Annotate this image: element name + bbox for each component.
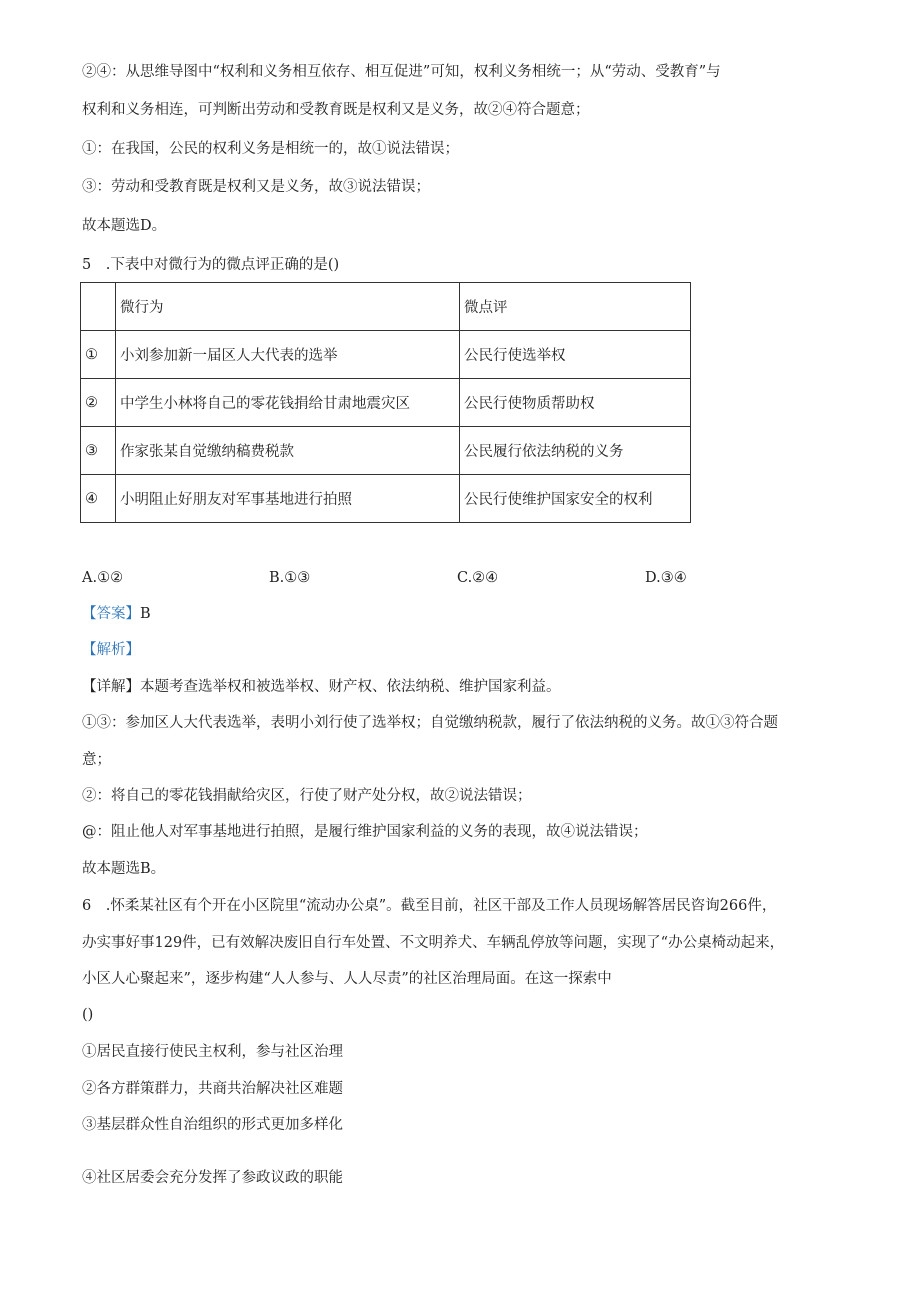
prev-answer-line-3: ①：在我国，公民的权利义务是相统一的，故①说法错误； bbox=[82, 141, 459, 157]
prev-answer-conclusion: 故本题选D。 bbox=[82, 218, 167, 234]
table-cell-behavior: 小明阻止好朋友对军事基地进行拍照 bbox=[116, 475, 460, 523]
q5-stem: 5 .下表中对微行为的微点评正确的是() bbox=[82, 257, 340, 273]
table-header-cell: 微行为 bbox=[116, 283, 460, 331]
table-row bbox=[81, 475, 691, 523]
table-cell-behavior: 作家张某自觉缴纳稿费税款 bbox=[116, 427, 460, 475]
table-row bbox=[81, 379, 691, 427]
table-cell-comment: 公民行使物质帮助权 bbox=[460, 379, 691, 427]
q6-item-1: ①居民直接行使民主权利，参与社区治理 bbox=[82, 1044, 343, 1060]
q5-conclusion: 故本题选B。 bbox=[82, 861, 166, 877]
q6-stem-line-1: 6 .怀柔某社区有个开在小区院里“流动办公桌”。截至目前，社区干部及工作人员现场解答居民咨询266件， bbox=[82, 898, 777, 914]
q5-explanation-1-cont: 意； bbox=[82, 752, 111, 768]
table-cell-comment: 公民行使维护国家安全的权利 bbox=[460, 475, 691, 523]
q6-paren: () bbox=[82, 1007, 94, 1023]
prev-answer-line-4: ③：劳动和受教育既是权利又是义务，故③说法错误； bbox=[82, 179, 430, 195]
table-header-cell bbox=[81, 283, 116, 331]
q6-item-3: ③基层群众性自治组织的形式更加多样化 bbox=[82, 1117, 343, 1133]
table-cell-index: ② bbox=[81, 379, 116, 427]
prev-answer-line-1: ②④：从思维导图中“权利和义务相互依存、相互促进”可知，权利义务相统一；从“劳动、受教育”与 bbox=[82, 64, 721, 80]
q6-item-2: ②各方群策群力，共商共治解决社区难题 bbox=[82, 1081, 343, 1097]
answer-tag: 【答案】 bbox=[82, 606, 140, 622]
table-row bbox=[81, 331, 691, 379]
q5-analysis-tag: 【解析】 bbox=[82, 642, 140, 658]
q5-explanation-2: ②：将自己的零花钱捐献给灾区，行使了财产处分权，故②说法错误； bbox=[82, 788, 532, 804]
q6-item-4: ④社区居委会充分发挥了参政议政的职能 bbox=[82, 1170, 343, 1186]
q5-explanation-1: ①③：参加区人大代表选举，表明小刘行使了选举权；自觉缴纳税款，履行了依法纳税的义务。故①③符合题 bbox=[82, 715, 778, 731]
q5-detail: 【详解】本题考查选举权和被选举权、财产权、依法纳税、维护国家利益。 bbox=[82, 679, 561, 695]
table-cell-comment: 公民行使选举权 bbox=[460, 331, 691, 379]
q5-option-d: D.③④ bbox=[645, 570, 687, 586]
q5-table bbox=[80, 282, 691, 523]
q5-option-c: C.②④ bbox=[457, 570, 499, 586]
table-cell-behavior: 小刘参加新一届区人大代表的选举 bbox=[116, 331, 460, 379]
answer-value: B bbox=[140, 606, 151, 622]
table-cell-index: ④ bbox=[81, 475, 116, 523]
q5-option-a: A.①② bbox=[82, 570, 124, 586]
q5-option-b: B.①③ bbox=[269, 570, 311, 586]
table-header-cell: 微点评 bbox=[460, 283, 691, 331]
q6-stem-line-2: 办实事好事129件，已有效解决废旧自行车处置、不文明养犬、车辆乱停放等问题，实现了“办公桌椅动起来， bbox=[82, 935, 785, 951]
table-cell-index: ③ bbox=[81, 427, 116, 475]
prev-answer-line-2: 权利和义务相连，可判断出劳动和受教育既是权利又是义务，故②④符合题意； bbox=[82, 102, 590, 118]
table-row bbox=[81, 427, 691, 475]
q5-explanation-3: @：阻止他人对军事基地进行拍照，是履行维护国家利益的义务的表现，故④说法错误； bbox=[82, 824, 648, 840]
q5-answer bbox=[82, 604, 151, 624]
q6-stem-line-3: 小区人心聚起来”，逐步构建“人人参与、人人尽责”的社区治理局面。在这一探索中 bbox=[82, 971, 612, 987]
table-header-row bbox=[81, 283, 691, 331]
table-cell-comment: 公民履行依法纳税的义务 bbox=[460, 427, 691, 475]
table-cell-index: ① bbox=[81, 331, 116, 379]
table-cell-behavior: 中学生小林将自己的零花钱捐给甘肃地震灾区 bbox=[116, 379, 460, 427]
